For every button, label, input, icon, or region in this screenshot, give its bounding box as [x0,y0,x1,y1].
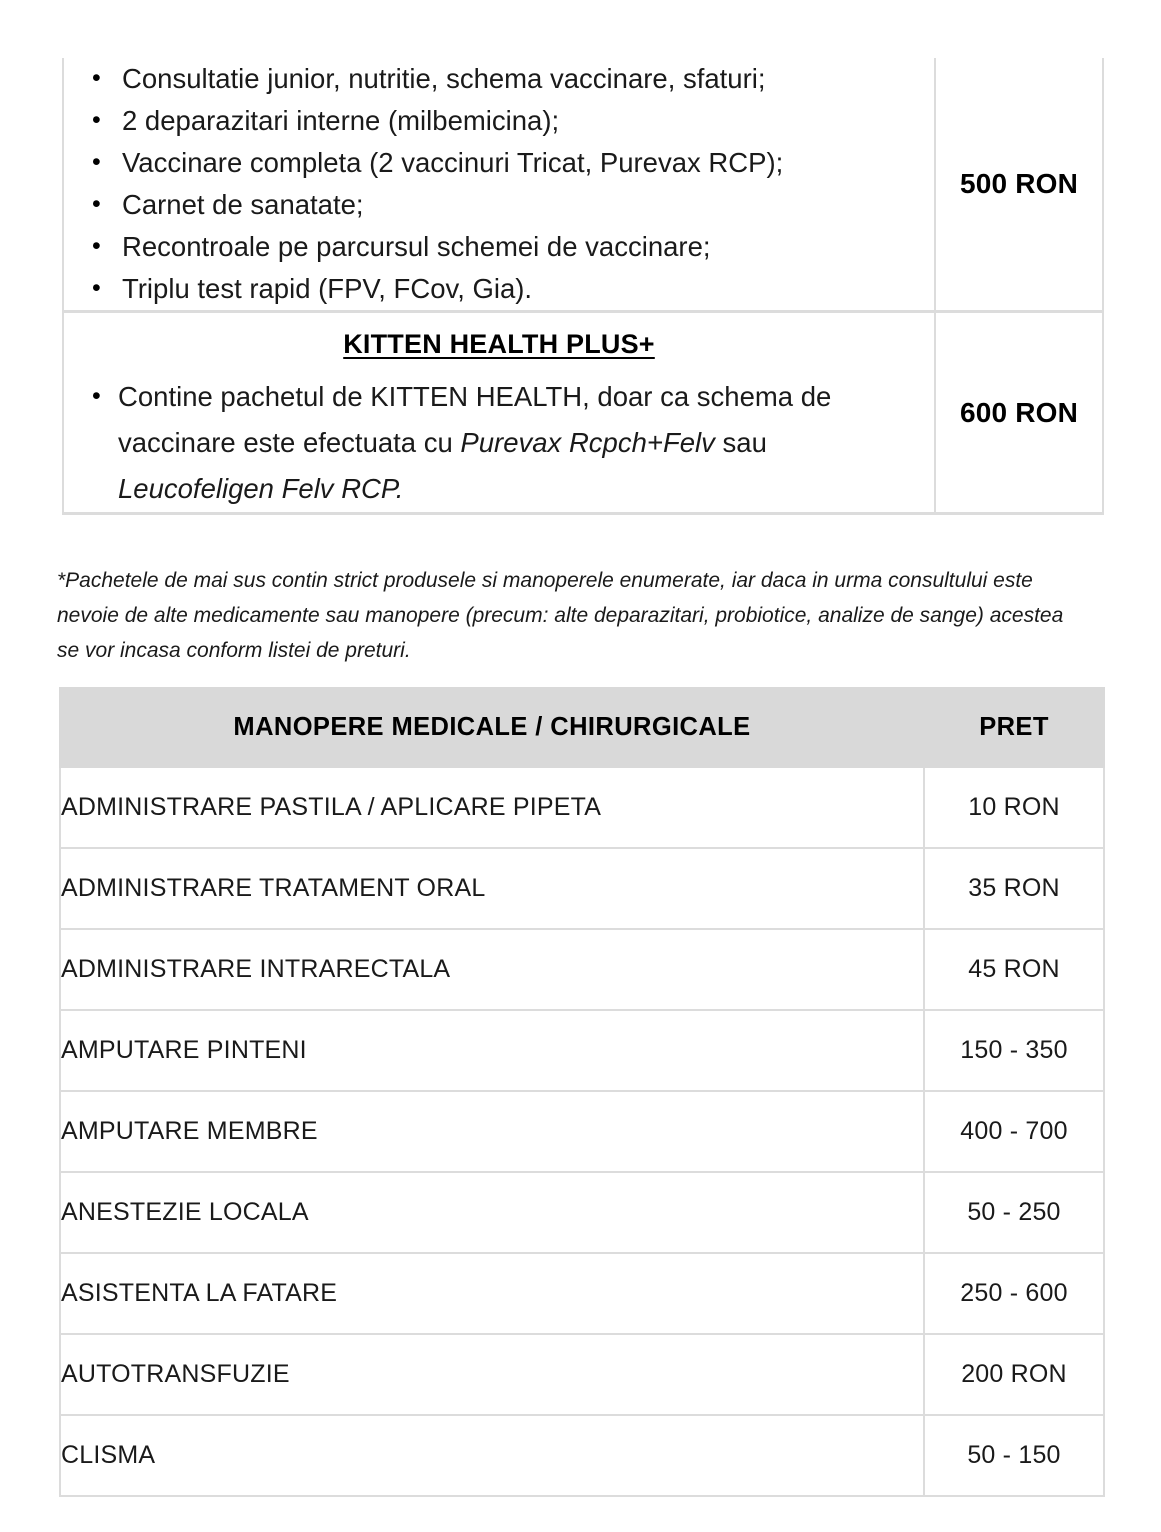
package-description-cell [63,58,935,312]
table-row [60,929,1104,1010]
procedure-price: 250 - 600 [924,1253,1104,1334]
procedure-price: 50 - 250 [924,1172,1104,1253]
procedure-price: 50 - 150 [924,1415,1104,1496]
procedure-name: ANESTEZIE LOCALA [60,1172,924,1253]
table-row [60,1415,1104,1496]
list-item [118,374,934,512]
procedure-name: ADMINISTRARE TRATAMENT ORAL [60,848,924,929]
package-title: KITTEN HEALTH PLUS+ [343,329,655,359]
table-row [60,767,1104,848]
list-item: • 2 deparazitari interne (milbemicina); [118,100,934,142]
table-row [60,848,1104,929]
table-row [60,1172,1104,1253]
procedures-table [59,687,1105,1497]
list-item: • Recontroale pe parcursul schemei de vaccinare; [118,226,934,268]
list-item: • Carnet de sanatate; [118,184,934,226]
package-benefits-list [64,58,934,310]
procedure-price: 10 RON [924,767,1104,848]
procedure-name: CLISMA [60,1415,924,1496]
procedure-price: 200 RON [924,1334,1104,1415]
procedure-price: 400 - 700 [924,1091,1104,1172]
list-item: • Consultatie junior, nutritie, schema vaccinare, sfaturi; [118,58,934,100]
column-header-name: MANOPERE MEDICALE / CHIRURGICALE [60,688,924,767]
table-row [60,1334,1104,1415]
procedure-name: AMPUTARE MEMBRE [60,1091,924,1172]
list-item-middle-text: sau [714,427,767,458]
procedure-name: AUTOTRANSFUZIE [60,1334,924,1415]
table-row [60,1253,1104,1334]
list-item-italic-term-2: Leucofeligen Felv RCP. [118,473,404,504]
table-row [60,1010,1104,1091]
procedure-name: ASISTENTA LA FATARE [60,1253,924,1334]
list-item: • Triplu test rapid (FPV, FCov, Gia). [118,268,934,310]
procedure-price: 45 RON [924,929,1104,1010]
procedure-price: 150 - 350 [924,1010,1104,1091]
procedure-name: AMPUTARE PINTENI [60,1010,924,1091]
packages-table [62,58,1104,515]
table-row [63,58,1103,312]
table-row [63,312,1103,514]
list-item: • Vaccinare completa (2 vaccinuri Tricat, Purevax RCP); [118,142,934,184]
footnote-text: *Pachetele de mai sus contin strict produsele si manoperele enumerate, iar daca in urma consultului este nevoie de alte medicamente sau manopere (precum: alte deparazitari, probiotice, analize de sange) acestea se vor incasa conform listei de preturi. [57,569,1064,662]
package-price: 500 RON [935,58,1103,312]
list-item-italic-term-1: Purevax Rcpch+Felv [460,427,715,458]
procedure-name: ADMINISTRARE PASTILA / APLICARE PIPETA [60,767,924,848]
list-item-lead-text: Contine pachetul de KITTEN HEALTH, doar ca schema de vaccinare este efectuata cu [118,381,832,458]
table-row [60,1091,1104,1172]
package-price: 600 RON [935,312,1103,514]
procedure-price: 35 RON [924,848,1104,929]
table-header-row [60,688,1104,767]
package-benefits-list [64,374,934,512]
package-description-cell [63,312,935,514]
procedure-name: ADMINISTRARE INTRARECTALA [60,929,924,1010]
column-header-price: PRET [924,688,1104,767]
